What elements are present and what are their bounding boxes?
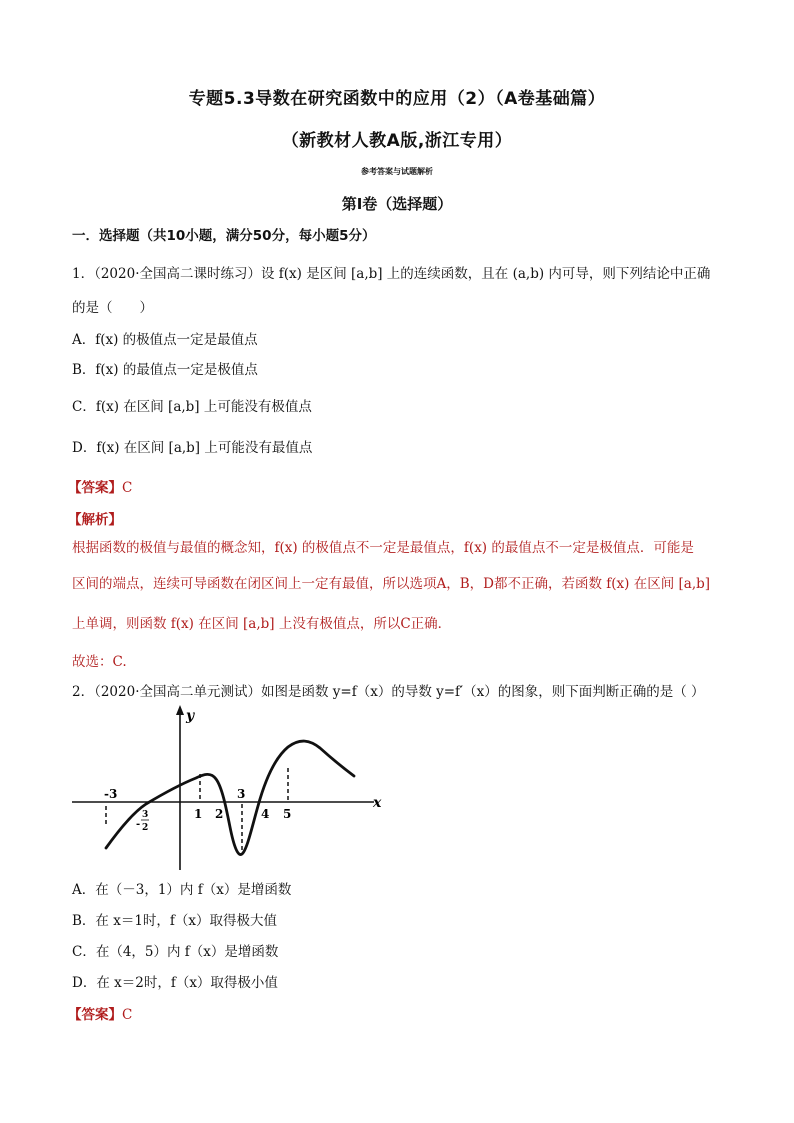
tick-label-neg3: -3 bbox=[104, 787, 118, 801]
q1-answer-value: C bbox=[122, 480, 133, 496]
tick-label-2: 2 bbox=[215, 807, 224, 821]
q1-analysis-line1: 根据函数的极值与最值的概念知，f(x) 的极值点不一定是最值点，f(x) 的最值点不一定是极值点．可能是 bbox=[72, 540, 694, 556]
q1-stem-line1: 1．（2020·全国高二课时练习）设 f(x) 是区间 [a,b] 上的连续函数，且在 (a,b) 内可导，则下列结论中正确 bbox=[72, 266, 711, 282]
derivative-graph bbox=[66, 702, 396, 872]
tick-label-neg3-2-num: 3 bbox=[142, 810, 149, 820]
q2-option-b: B．在 x＝1时，f（x）取得极大值 bbox=[72, 913, 278, 929]
volume-heading: 第Ⅰ卷（选择题） bbox=[341, 195, 453, 213]
y-axis-arrow-icon bbox=[176, 705, 184, 715]
tick-label-neg3-2-den: 2 bbox=[142, 823, 149, 833]
q1-answer-tag: 【答案】 bbox=[68, 480, 122, 496]
tick-label-neg3-2-minus: - bbox=[136, 819, 141, 830]
tick-label-4: 4 bbox=[261, 807, 270, 821]
derivative-curve bbox=[106, 741, 354, 854]
q1-option-b: B．f(x) 的最值点一定是极值点 bbox=[72, 362, 258, 378]
q1-answer-row bbox=[68, 476, 132, 496]
q2-option-d: D．在 x＝2时，f（x）取得极小值 bbox=[72, 975, 278, 991]
q2-stem: 2．（2020·全国高二单元测试）如图是函数 y=f（x）的导数 y=f′（x）的图象，则下面判断正确的是（ ） bbox=[72, 684, 705, 700]
q1-conclusion: 故选：C. bbox=[72, 654, 127, 670]
document-subtitle: （新教材人教A版,浙江专用） bbox=[281, 131, 513, 151]
q1-analysis-tag: 【解析】 bbox=[68, 512, 122, 528]
q1-option-c: C．f(x) 在区间 [a,b] 上可能没有极值点 bbox=[72, 399, 312, 415]
q1-analysis-line2: 区间的端点，连续可导函数在闭区间上一定有最值，所以选项A，B，D都不正确，若函数 f(x) 在区间 [a,b] bbox=[72, 576, 711, 592]
q2-option-c: C．在（4，5）内 f（x）是增函数 bbox=[72, 944, 279, 960]
q1-option-a: A．f(x) 的极值点一定是最值点 bbox=[72, 332, 258, 348]
x-axis-label: x bbox=[373, 795, 382, 811]
q1-option-d: D．f(x) 在区间 [a,b] 上可能没有最值点 bbox=[72, 440, 313, 456]
tick-label-5: 5 bbox=[283, 807, 292, 821]
q2-answer-tag: 【答案】 bbox=[68, 1007, 122, 1023]
q2-answer-row bbox=[68, 1003, 132, 1023]
tick-label-3: 3 bbox=[237, 787, 246, 801]
q2-option-a: A．在（－3，1）内 f（x）是增函数 bbox=[72, 882, 292, 898]
q2-answer-value: C bbox=[122, 1007, 133, 1023]
q1-analysis-line3: 上单调，则函数 f(x) 在区间 [a,b] 上没有极值点，所以C正确． bbox=[72, 616, 452, 632]
answer-key-note: 参考答案与试题解析 bbox=[361, 167, 433, 176]
y-axis-label: y bbox=[186, 708, 195, 724]
q1-stem-line2: 的是（ ） bbox=[72, 300, 153, 316]
tick-label-1: 1 bbox=[194, 807, 203, 821]
document-title: 专题5.3导数在研究函数中的应用（2）（A卷基础篇） bbox=[188, 89, 606, 109]
section-heading: 一．选择题（共10小题，满分50分，每小题5分） bbox=[72, 228, 376, 244]
